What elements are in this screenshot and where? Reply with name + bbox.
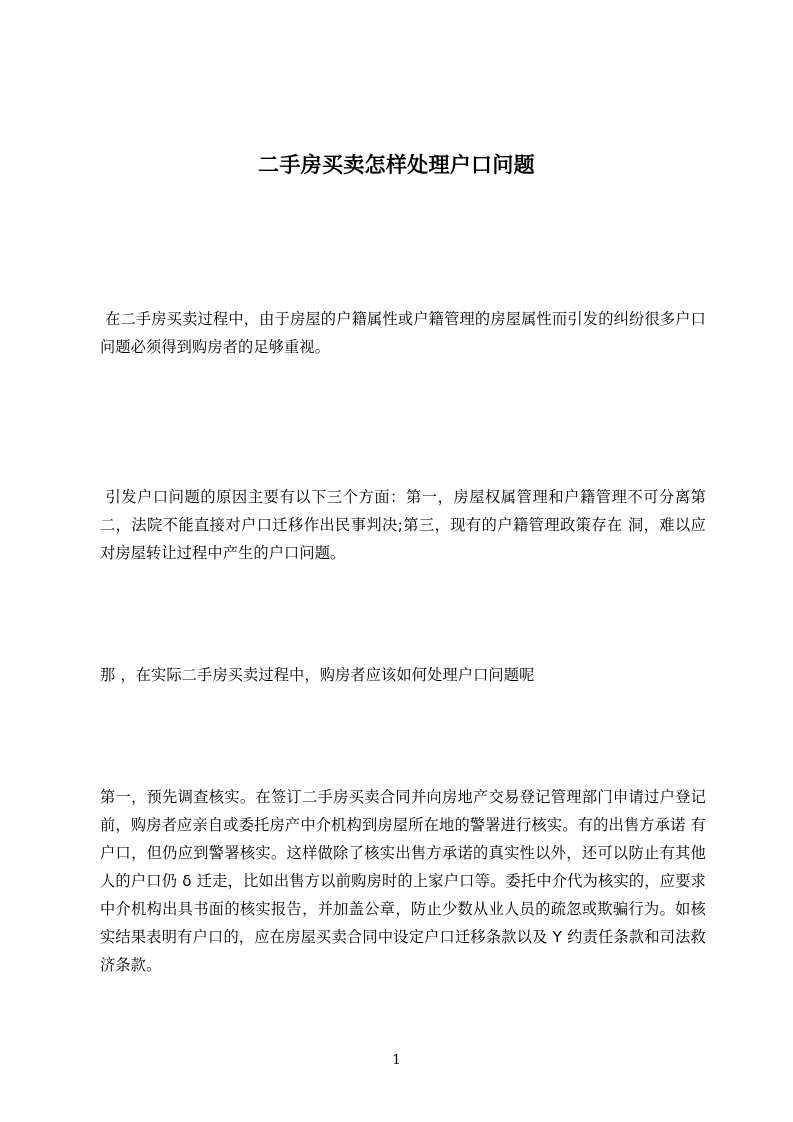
- page-number: 1: [392, 1053, 401, 1068]
- paragraph-2: 引发户口问题的原因主要有以下三个方面：第一，房屋权属管理和户籍管理不可分离第二，法院不能直接对户口迁移作出民事判决;第三，现有的户籍管理政策存在 洞，难以应对房屋转让过程中产生的户口问题。: [100, 488, 707, 562]
- paragraph-spacer: [100, 361, 706, 483]
- paragraph-3: 那 ，在实际二手房买卖过程中，购房者应该如何处理户口问题呢: [100, 666, 535, 684]
- page-title: 二手房买卖怎样处理户口问题: [258, 153, 535, 178]
- paragraph-4: 第一，预先调查核实。在签订二手房买卖合同并向房地产交易登记管理部门申请过户登记前，购房者应亲自或委托房产中介机构到房屋所在地的警署进行核实。有的出售方承诺 有户口，但仍应到警署核实。这样做除了核实出售方承诺的真实性以外，还可以防止有其他人的户口仍 δ 迁走，比如出售方以前购房时的上家户口等。委托中介代为核实的，应要求中介机构出具书面的核实报告，并加盖公章，防止少数从业人员的疏忽或欺骗行为。如核实结果表明有户口的，应在房屋买卖合同中设定户口迁移条款以及 Υ 约责任条款和司法救济条款。: [100, 788, 706, 974]
- paragraph-spacer: [100, 567, 706, 661]
- paragraph-1: 在二手房买卖过程中，由于房屋的户籍属性或户籍管理的房屋属性而引发的纠纷很多户口问题必须得到购房者的足够重视。: [100, 310, 706, 356]
- paragraph-spacer: [100, 689, 706, 783]
- document-body: [100, 305, 706, 979]
